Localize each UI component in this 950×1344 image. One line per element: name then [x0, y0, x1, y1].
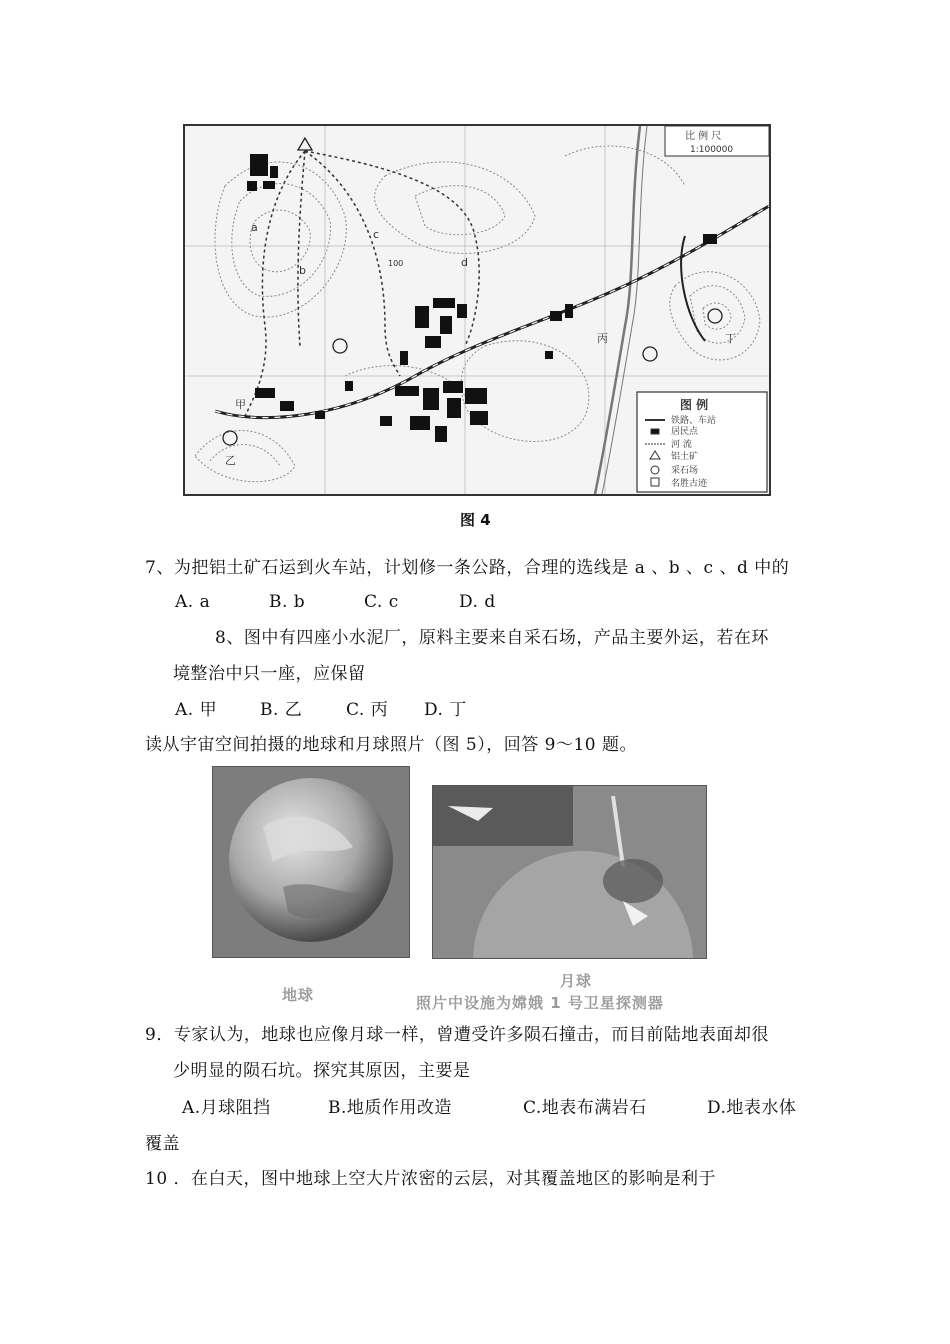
earth-photo: [212, 766, 410, 958]
q10-stem: 10 ．在白天，图中地球上空大片浓密的云层，对其覆盖地区的影响是利于: [145, 1169, 717, 1189]
q7-option-a: A. a: [175, 592, 211, 612]
q8-option-a: A. 甲: [175, 700, 218, 720]
moon-surface: [433, 786, 706, 958]
factory-label-yi: 乙: [225, 454, 236, 467]
q9-stem-line1: 9．专家认为，地球也应像月球一样，曾遭受许多陨石撞击，而目前陆地表面却很: [145, 1025, 769, 1045]
q8-options: [175, 698, 467, 722]
q9-stem-line2: 少明显的陨石坑。探究其原因，主要是: [173, 1061, 471, 1081]
route-label-d: d: [461, 256, 468, 269]
q8-stem-line1: 8、图中有四座小水泥厂，原料主要来自采石场，产品主要外运，若在环: [215, 628, 769, 648]
q9-option-c: C.地表布满岩石: [523, 1098, 647, 1118]
q9-options: [182, 1096, 796, 1120]
q9-option-d-tail: 覆盖: [145, 1134, 180, 1154]
route-label-a: a: [251, 221, 258, 234]
factory-label-jia: 甲: [235, 398, 246, 411]
topographic-map-drawing: [185, 126, 769, 494]
q9-option-a: A.月球阻挡: [182, 1098, 271, 1118]
probe-arm: [613, 796, 623, 866]
route-label-c: c: [373, 228, 380, 241]
legend-railway: 铁路、车站: [671, 416, 717, 426]
legend-scenic: 名胜古迹: [671, 479, 708, 489]
earth-caption: 地球: [282, 986, 315, 1004]
moon-photo: [432, 785, 707, 959]
legend-settlement: 居民点: [671, 427, 699, 437]
legend-title: 图 例: [680, 398, 709, 412]
questions-9-10-intro: 读从宇宙空间拍摄的地球和月球照片（图 5），回答 9～10 题。: [145, 735, 637, 755]
scale-value: 1:100000: [690, 145, 734, 155]
figure-4-map: [183, 124, 771, 496]
legend-bauxite: 铝土矿: [671, 452, 699, 462]
factory-label-ding: 丁: [725, 332, 736, 345]
route-label-b: b: [299, 264, 306, 277]
q7-option-d: D. d: [459, 592, 496, 612]
q9-option-b: B.地质作用改造: [328, 1098, 452, 1118]
legend-river: 河 流: [671, 440, 692, 450]
figure-4-caption: 图 4: [460, 511, 491, 529]
q7-option-b: B. b: [269, 592, 306, 612]
factory-label-bing: 丙: [597, 332, 608, 345]
q8-stem-line2: 境整治中只一座，应保留: [173, 664, 366, 684]
q9-option-d: D.地表水体: [707, 1098, 797, 1118]
q8-option-d: D. 丁: [424, 700, 467, 720]
contour-label: 100: [388, 259, 404, 268]
moon-caption: 月球: [560, 972, 593, 990]
legend-quarry: 采石场: [671, 466, 699, 476]
q8-option-c: C. 丙: [346, 700, 389, 720]
q7-options: [175, 590, 496, 614]
scale-title: 比 例 尺: [685, 131, 722, 142]
earth-globe: [213, 767, 409, 957]
q8-option-b: B. 乙: [260, 700, 303, 720]
q7-stem: 7、为把铝土矿石运到火车站，计划修一条公路，合理的选线是 a 、b 、c 、d 中的: [145, 558, 790, 578]
q7-option-c: C. c: [364, 592, 399, 612]
moon-photo-note: 照片中设施为嫦娥 1 号卫星探测器: [416, 994, 664, 1012]
